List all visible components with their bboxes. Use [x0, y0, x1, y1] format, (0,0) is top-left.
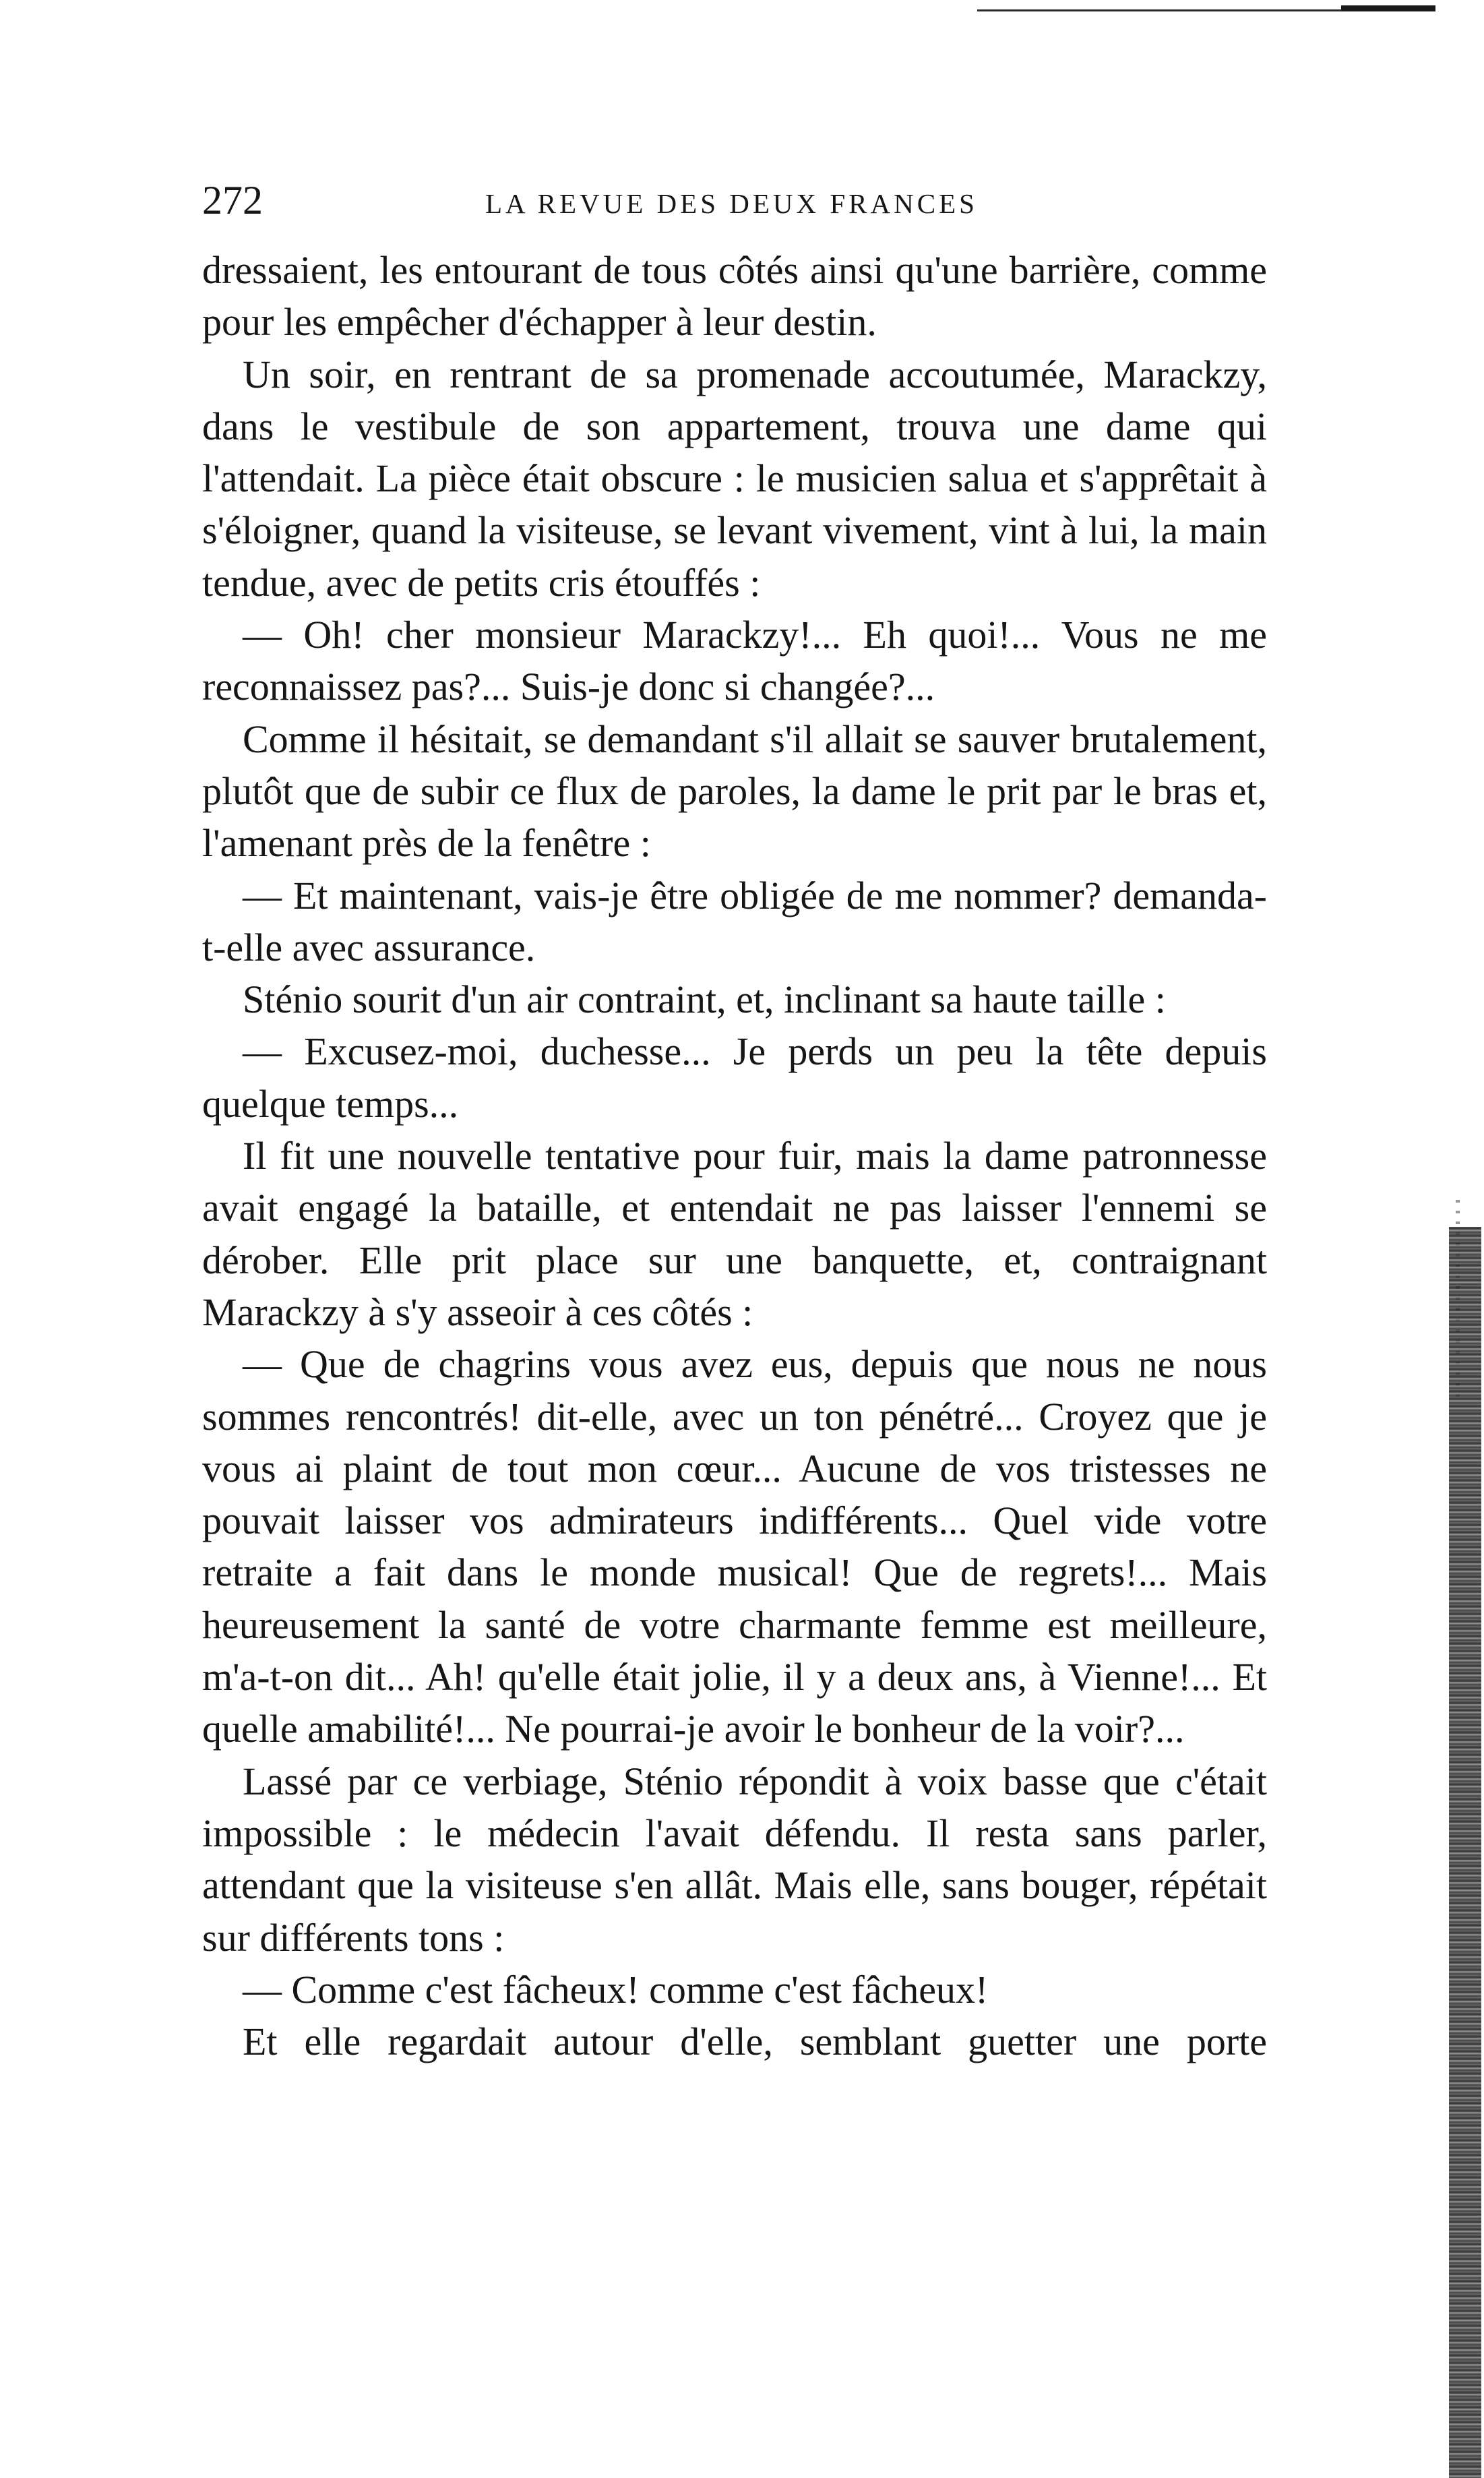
- scan-page-edge: [1449, 1227, 1481, 2478]
- dialogue-paragraph: — Excusez-moi, duchesse... Je perds un peu la tête depuis quelque temps...: [202, 1029, 1267, 1126]
- paragraph: Il fit une nouvelle tentative pour fuir, mais la dame patronnesse avait engagé la bataille, et entendait ne pas laisser l'ennemi se dérober. Elle prit place sur une banquette, et, contraignant Marackzy à s'y asseoir à ces côtés :: [202, 1134, 1267, 1334]
- scan-top-rule-mark: [1341, 5, 1435, 11]
- body-text: [202, 244, 1267, 2067]
- dialogue-paragraph: — Oh! cher monsieur Marackzy!... Eh quoi!... Vous ne me reconnaissez pas?... Suis-je donc si changée?...: [202, 613, 1267, 709]
- page-number: 272: [202, 178, 263, 222]
- paragraph: Et elle regardait autour d'elle, semblant guetter une porte: [243, 2020, 1267, 2064]
- paragraph: Lassé par ce verbiage, Sténio répondit à voix basse que c'était impossible : le médecin l'avait défendu. Il resta sans parler, attendant que la visiteuse s'en allât. Mais elle, sans bouger, répétait sur différents tons :: [202, 1759, 1267, 1960]
- running-title: LA REVUE DES DEUX FRANCES: [485, 188, 978, 219]
- dialogue-paragraph: — Comme c'est fâcheux! comme c'est fâcheux!: [243, 1967, 989, 2012]
- paragraph: dressaient, les entourant de tous côtés ainsi qu'une barrière, comme pour les empêcher d'échapper à leur destin.: [202, 248, 1267, 344]
- dialogue-paragraph: — Et maintenant, vais-je être obligée de me nommer? demanda-t-elle avec assurance.: [202, 873, 1267, 969]
- running-head: [202, 177, 1267, 224]
- paragraph: Comme il hésitait, se demandant s'il allait se sauver brutalement, plutôt que de subir ce flux de paroles, la dame le prit par le bras et, l'amenant près de la fenêtre :: [202, 717, 1267, 866]
- paragraph: Sténio sourit d'un air contraint, et, inclinant sa haute taille :: [243, 977, 1166, 1022]
- paragraph: Un soir, en rentrant de sa promenade accoutumée, Marackzy, dans le vestibule de son appartement, trouva une dame qui l'attendait. La pièce était obscure : le musicien salua et s'apprêtait à s'éloigner, quand la visiteuse, se levant vivement, vint à lui, la main tendue, avec de petits cris étouffés :: [202, 352, 1267, 605]
- dialogue-paragraph: — Que de chagrins vous avez eus, depuis que nous ne nous sommes rencontrés! dit-elle, avec un ton pénétré... Croyez que je vous ai plaint de tout mon cœur... Aucune de vos tristesses ne pouvait laisser vos admirateurs indifférents... Quel vide votre retraite a fait dans le monde musical! Que de regrets!... Mais heureusement la santé de votre charmante femme est meilleure, m'a-t-on dit... Ah! qu'elle était jolie, il y a deux ans, à Vienne!... Et quelle amabilité!... Ne pourrai-je avoir le bonheur de la voir?...: [202, 1342, 1267, 1751]
